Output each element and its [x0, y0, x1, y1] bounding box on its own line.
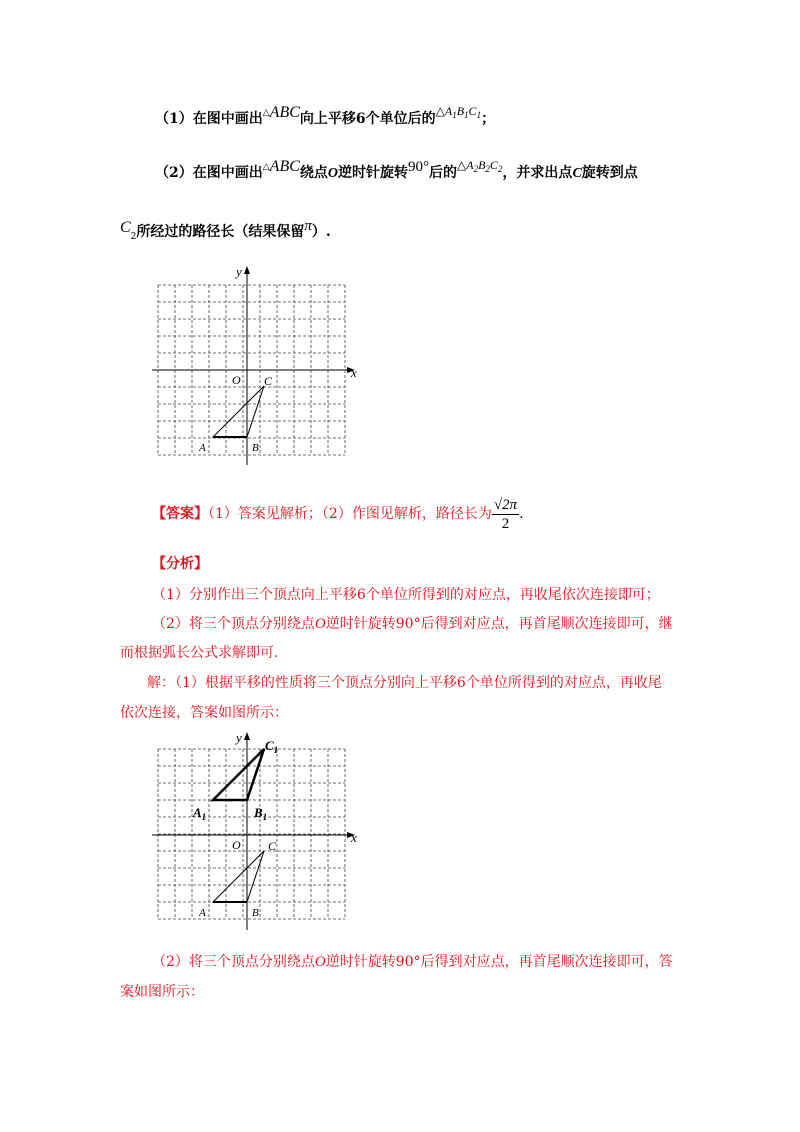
- q1-b: B: [456, 104, 465, 118]
- x-label: x: [351, 830, 357, 845]
- b1-letter: B: [254, 805, 263, 820]
- sub: 2: [497, 164, 503, 174]
- q1-suffix: ；: [481, 111, 496, 127]
- fraction-denominator: 2: [501, 515, 510, 532]
- sub: 2: [485, 164, 490, 174]
- analysis-label: 【分析】: [152, 556, 208, 572]
- question-2-line-2: [120, 218, 331, 242]
- analysis-p4: 解：（1）根据平移的性质将三个顶点分别向上平移6个单位所得到的对应点，再收尾: [147, 675, 662, 691]
- point-c-label: C: [268, 839, 277, 853]
- analysis-p3: 而根据弧长公式求解即可.: [120, 645, 279, 661]
- answer-end: .: [519, 506, 524, 522]
- q2-prefix: （2）在图中画出: [155, 165, 263, 181]
- analysis-p6b: 逆时针旋转90°后得到对应点，再首尾顺次连接即可，答: [325, 954, 673, 970]
- figure-1: [150, 260, 365, 470]
- q2-tri2: △A: [457, 158, 474, 172]
- origin-label: O: [232, 373, 241, 387]
- x-label: x: [351, 365, 357, 380]
- point-a-label: A: [199, 442, 206, 454]
- y-label: y: [236, 264, 242, 279]
- a1-letter: A: [193, 805, 202, 820]
- c1-letter: C: [265, 738, 274, 753]
- q2-deg: 90°: [408, 159, 430, 175]
- analysis-p1: （1）分别作出三个顶点向上平移6个单位所得到的对应点，再收尾依次连接即可；: [152, 587, 660, 603]
- point-b1-label: [253, 805, 267, 822]
- point-a1-label: [192, 805, 206, 822]
- analysis-p6-o: O: [314, 954, 326, 970]
- answer-line: [152, 494, 524, 534]
- sub: 1: [452, 110, 457, 120]
- analysis-p6: [152, 951, 673, 971]
- point-b-label: B: [252, 907, 259, 919]
- q2-mid1: 绕点: [299, 165, 328, 181]
- point-c1-label: [265, 738, 278, 755]
- point-b-label: B: [252, 442, 259, 454]
- q2-line2-text: 所经过的路径长（结果保留: [136, 224, 305, 240]
- triangle-abc: [213, 386, 264, 437]
- analysis-p6a: （2）将三个顶点分别绕点: [152, 954, 315, 970]
- answer-label: 【答案】: [152, 506, 208, 522]
- question-2: [155, 158, 638, 182]
- sub: 1: [464, 110, 469, 120]
- origin-label: O: [232, 838, 241, 852]
- answer-fraction: [492, 496, 519, 533]
- q2-line2-end: ）.: [311, 224, 331, 240]
- q2-mid4: ，并求出点: [502, 165, 573, 181]
- triangle-symbol: △: [262, 161, 270, 171]
- a1-sub: 1: [201, 812, 207, 822]
- q1-tri1: △A: [435, 104, 453, 118]
- analysis-p2b: 逆时针旋转90°后得到对应点，再首尾顺次连接即可，继: [325, 616, 673, 632]
- analysis-p7: 案如图所示：: [120, 984, 204, 1000]
- q1-mid: 向上平移6个单位后的: [299, 111, 436, 127]
- q2-mid2: 逆时针旋转: [338, 165, 409, 181]
- analysis-p2: [152, 613, 673, 633]
- y-axis-arrow: [244, 266, 250, 274]
- q2-c: C: [489, 158, 498, 172]
- sub: 1: [476, 110, 482, 120]
- analysis-p2a: （2）将三个顶点分别绕点: [152, 616, 315, 632]
- y-axis-arrow: [244, 732, 250, 740]
- q1-c: C: [468, 104, 477, 118]
- analysis-p2-o: O: [314, 616, 326, 632]
- q1-prefix: （1）在图中画出: [155, 111, 263, 127]
- c1-sub: 1: [273, 745, 279, 755]
- answer-text: （1）答案见解析；（2）作图见解析，路径长为: [208, 506, 492, 522]
- triangle-a1b1c1: [213, 749, 264, 800]
- triangle-abc: [213, 851, 264, 902]
- grid: [158, 749, 345, 919]
- fraction-numerator: √2π: [493, 496, 518, 513]
- y-label: y: [236, 730, 242, 745]
- triangle-symbol: △: [262, 107, 270, 117]
- q1-abc: ABC: [269, 104, 300, 121]
- figure-2: [150, 728, 365, 933]
- q2-abc: ABC: [269, 158, 300, 175]
- analysis-p5: 依次连接，答案如图所示：: [120, 705, 288, 721]
- q2-c2-sub: 2: [130, 232, 137, 242]
- point-c-label: C: [264, 374, 273, 388]
- q2-c2: C: [120, 219, 131, 236]
- q2-b: B: [478, 158, 486, 172]
- pi-symbol: π: [304, 218, 312, 234]
- q2-mid5: 旋转到点: [581, 165, 638, 181]
- sub: 2: [473, 164, 479, 174]
- question-1: [155, 104, 495, 128]
- point-a-label: A: [199, 907, 206, 919]
- q2-o: O: [327, 166, 339, 181]
- q2-c-point: C: [572, 166, 582, 181]
- q2-mid3: 后的: [429, 165, 458, 181]
- b1-sub: 1: [262, 812, 268, 822]
